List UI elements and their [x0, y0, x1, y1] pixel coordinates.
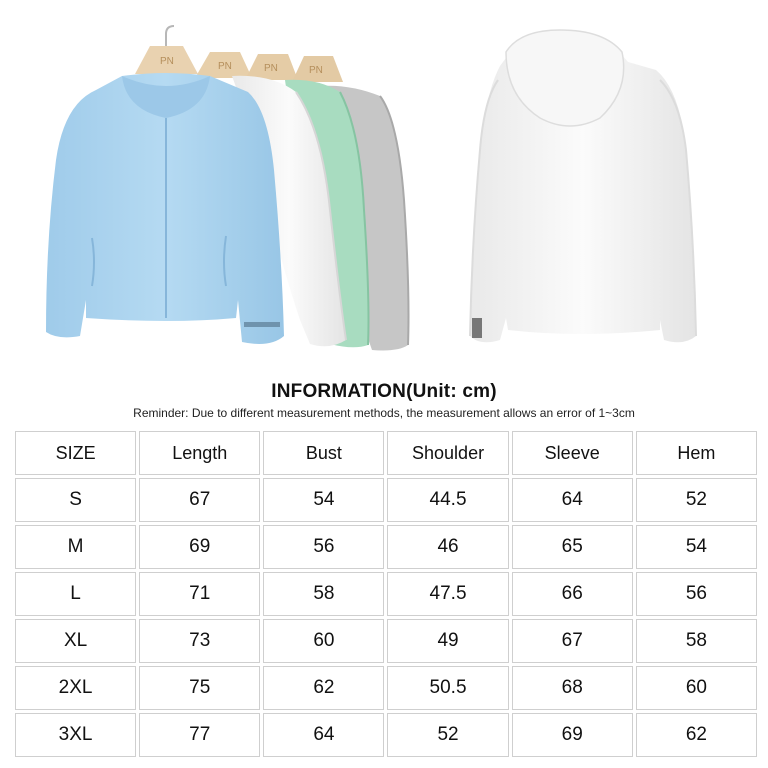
cell-size: M: [15, 525, 136, 569]
header-sleeve: Sleeve: [512, 431, 633, 475]
white-jacket-back: [470, 30, 696, 342]
cell-sleeve: 68: [512, 666, 633, 710]
cell-shoulder: 49: [387, 619, 508, 663]
cell-size: 2XL: [15, 666, 136, 710]
cell-hem: 62: [636, 713, 757, 757]
cell-hem: 60: [636, 666, 757, 710]
cell-shoulder: 50.5: [387, 666, 508, 710]
hanger-2: [195, 52, 252, 78]
cell-length: 67: [139, 478, 260, 522]
header-hem: Hem: [636, 431, 757, 475]
size-chart-table: [12, 428, 760, 760]
svg-text:PN: PN: [160, 56, 174, 67]
table-row: [15, 525, 757, 569]
svg-text:PN: PN: [264, 63, 278, 74]
cell-length: 69: [139, 525, 260, 569]
cell-bust: 64: [263, 713, 384, 757]
table-header-row: [15, 431, 757, 475]
hanger-3: [245, 54, 298, 80]
cell-sleeve: 66: [512, 572, 633, 616]
header-size: SIZE: [15, 431, 136, 475]
cell-bust: 56: [263, 525, 384, 569]
table-row: [15, 713, 757, 757]
table-row: [15, 619, 757, 663]
cell-hem: 56: [636, 572, 757, 616]
cell-hem: 52: [636, 478, 757, 522]
cell-length: 71: [139, 572, 260, 616]
cell-length: 73: [139, 619, 260, 663]
cell-sleeve: 69: [512, 713, 633, 757]
header-shoulder: Shoulder: [387, 431, 508, 475]
hanger-1: [135, 26, 198, 74]
measurement-reminder: Reminder: Due to different measurement methods, the measurement allows an error of 1~3cm: [133, 406, 635, 420]
cell-size: L: [15, 572, 136, 616]
table-row: [15, 666, 757, 710]
cell-bust: 58: [263, 572, 384, 616]
cell-shoulder: 46: [387, 525, 508, 569]
cell-sleeve: 64: [512, 478, 633, 522]
cell-sleeve: 67: [512, 619, 633, 663]
cell-sleeve: 65: [512, 525, 633, 569]
info-title: INFORMATION(Unit: cm): [271, 381, 497, 402]
hanger-4: [292, 56, 343, 82]
header-bust: Bust: [263, 431, 384, 475]
cell-size: XL: [15, 619, 136, 663]
cell-hem: 54: [636, 525, 757, 569]
cell-bust: 62: [263, 666, 384, 710]
cell-length: 75: [139, 666, 260, 710]
table-row: [15, 572, 757, 616]
header-length: Length: [139, 431, 260, 475]
cell-size: S: [15, 478, 136, 522]
svg-text:PN: PN: [309, 65, 323, 76]
jackets-illustration: [0, 0, 768, 375]
cell-size: 3XL: [15, 713, 136, 757]
table-row: [15, 478, 757, 522]
cell-shoulder: 47.5: [387, 572, 508, 616]
cell-bust: 54: [263, 478, 384, 522]
product-photos: [0, 0, 768, 375]
cell-shoulder: 52: [387, 713, 508, 757]
svg-text:PN: PN: [218, 61, 232, 72]
cell-hem: 58: [636, 619, 757, 663]
cell-length: 77: [139, 713, 260, 757]
cell-bust: 60: [263, 619, 384, 663]
cell-shoulder: 44.5: [387, 478, 508, 522]
